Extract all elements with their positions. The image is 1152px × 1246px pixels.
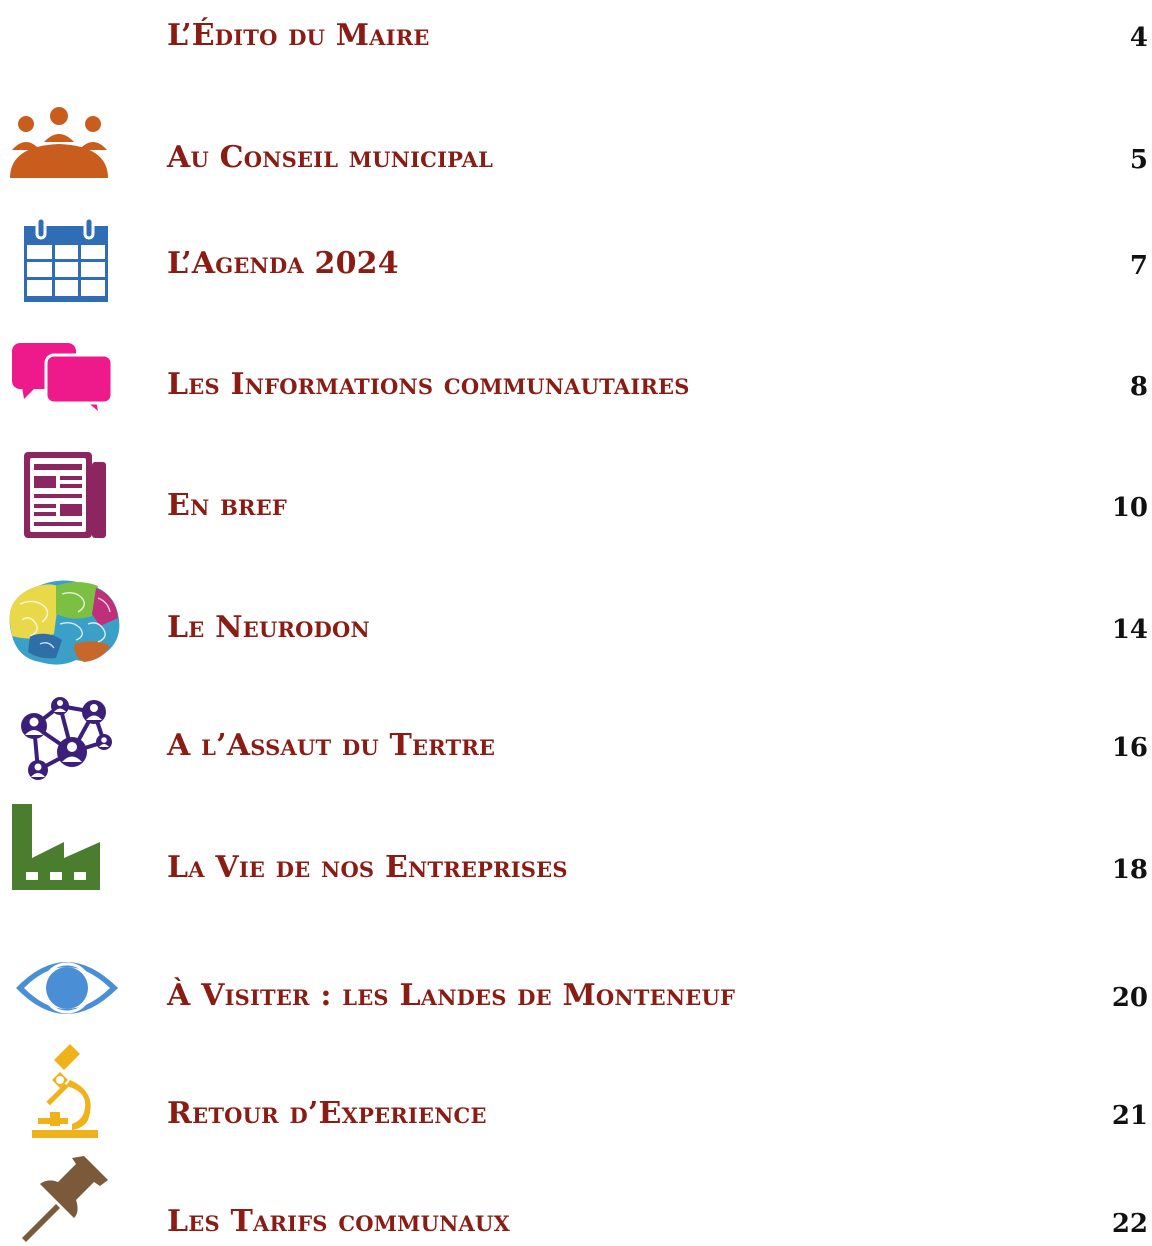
network-icon [0, 690, 130, 790]
microscope-icon [0, 1040, 130, 1140]
toc-entry-title: L’Agenda 2024 [167, 246, 399, 281]
toc-entry-page: 20 [1111, 983, 1148, 1013]
toc-entry-page: 16 [1111, 733, 1148, 763]
eye-icon [0, 940, 130, 1040]
toc-entry-page: 7 [1129, 251, 1148, 281]
toc-entry-page: 22 [1111, 1209, 1148, 1239]
people-group-icon [0, 102, 130, 202]
speech-bubbles-icon [0, 335, 130, 435]
toc-entry-title: En bref [167, 488, 288, 523]
toc-entry-agenda[interactable] [0, 212, 1152, 312]
toc-entry-title: A l’Assaut du Tertre [167, 728, 496, 763]
toc-entry-title: Retour d’Experience [167, 1096, 487, 1131]
toc-entry-page: 10 [1111, 493, 1148, 523]
toc-entry-visiter[interactable] [0, 940, 1152, 1040]
toc-entry-informations[interactable] [0, 335, 1152, 435]
toc-entry-conseil[interactable] [0, 102, 1152, 202]
toc-entry-page: 21 [1111, 1101, 1148, 1131]
toc-entry-neurodon[interactable] [0, 574, 1152, 674]
toc-entry-page: 18 [1111, 855, 1148, 885]
factory-icon [0, 800, 130, 900]
pushpin-icon [0, 1146, 130, 1246]
toc-entry-edito[interactable] [0, 0, 1152, 100]
toc-entry-title: L’Édito du Maire [167, 18, 430, 53]
toc-entry-page: 5 [1129, 145, 1148, 175]
toc-entry-page: 4 [1129, 23, 1148, 53]
toc-entry-title: Les Informations communautaires [167, 367, 690, 402]
toc-entry-assaut[interactable] [0, 690, 1152, 790]
toc-entry-title: À Visiter : les Landes de Monteneuf [167, 978, 736, 1013]
toc-entry-title: Les Tarifs communaux [167, 1204, 511, 1239]
toc-entry-page: 14 [1111, 615, 1148, 645]
toc-entry-entreprises[interactable] [0, 800, 1152, 900]
toc-entry-title: Le Neurodon [167, 610, 370, 645]
newspaper-icon [0, 448, 130, 548]
toc-entry-title: Au Conseil municipal [167, 140, 494, 175]
toc-entry-en-bref[interactable] [0, 448, 1152, 548]
toc-entry-title: La Vie de nos Entreprises [167, 850, 568, 885]
toc-entry-retour[interactable] [0, 1040, 1152, 1140]
toc-entry-tarifs[interactable] [0, 1146, 1152, 1246]
brain-icon [0, 574, 130, 674]
calendar-icon [0, 212, 130, 312]
toc-entry-page: 8 [1129, 372, 1148, 402]
